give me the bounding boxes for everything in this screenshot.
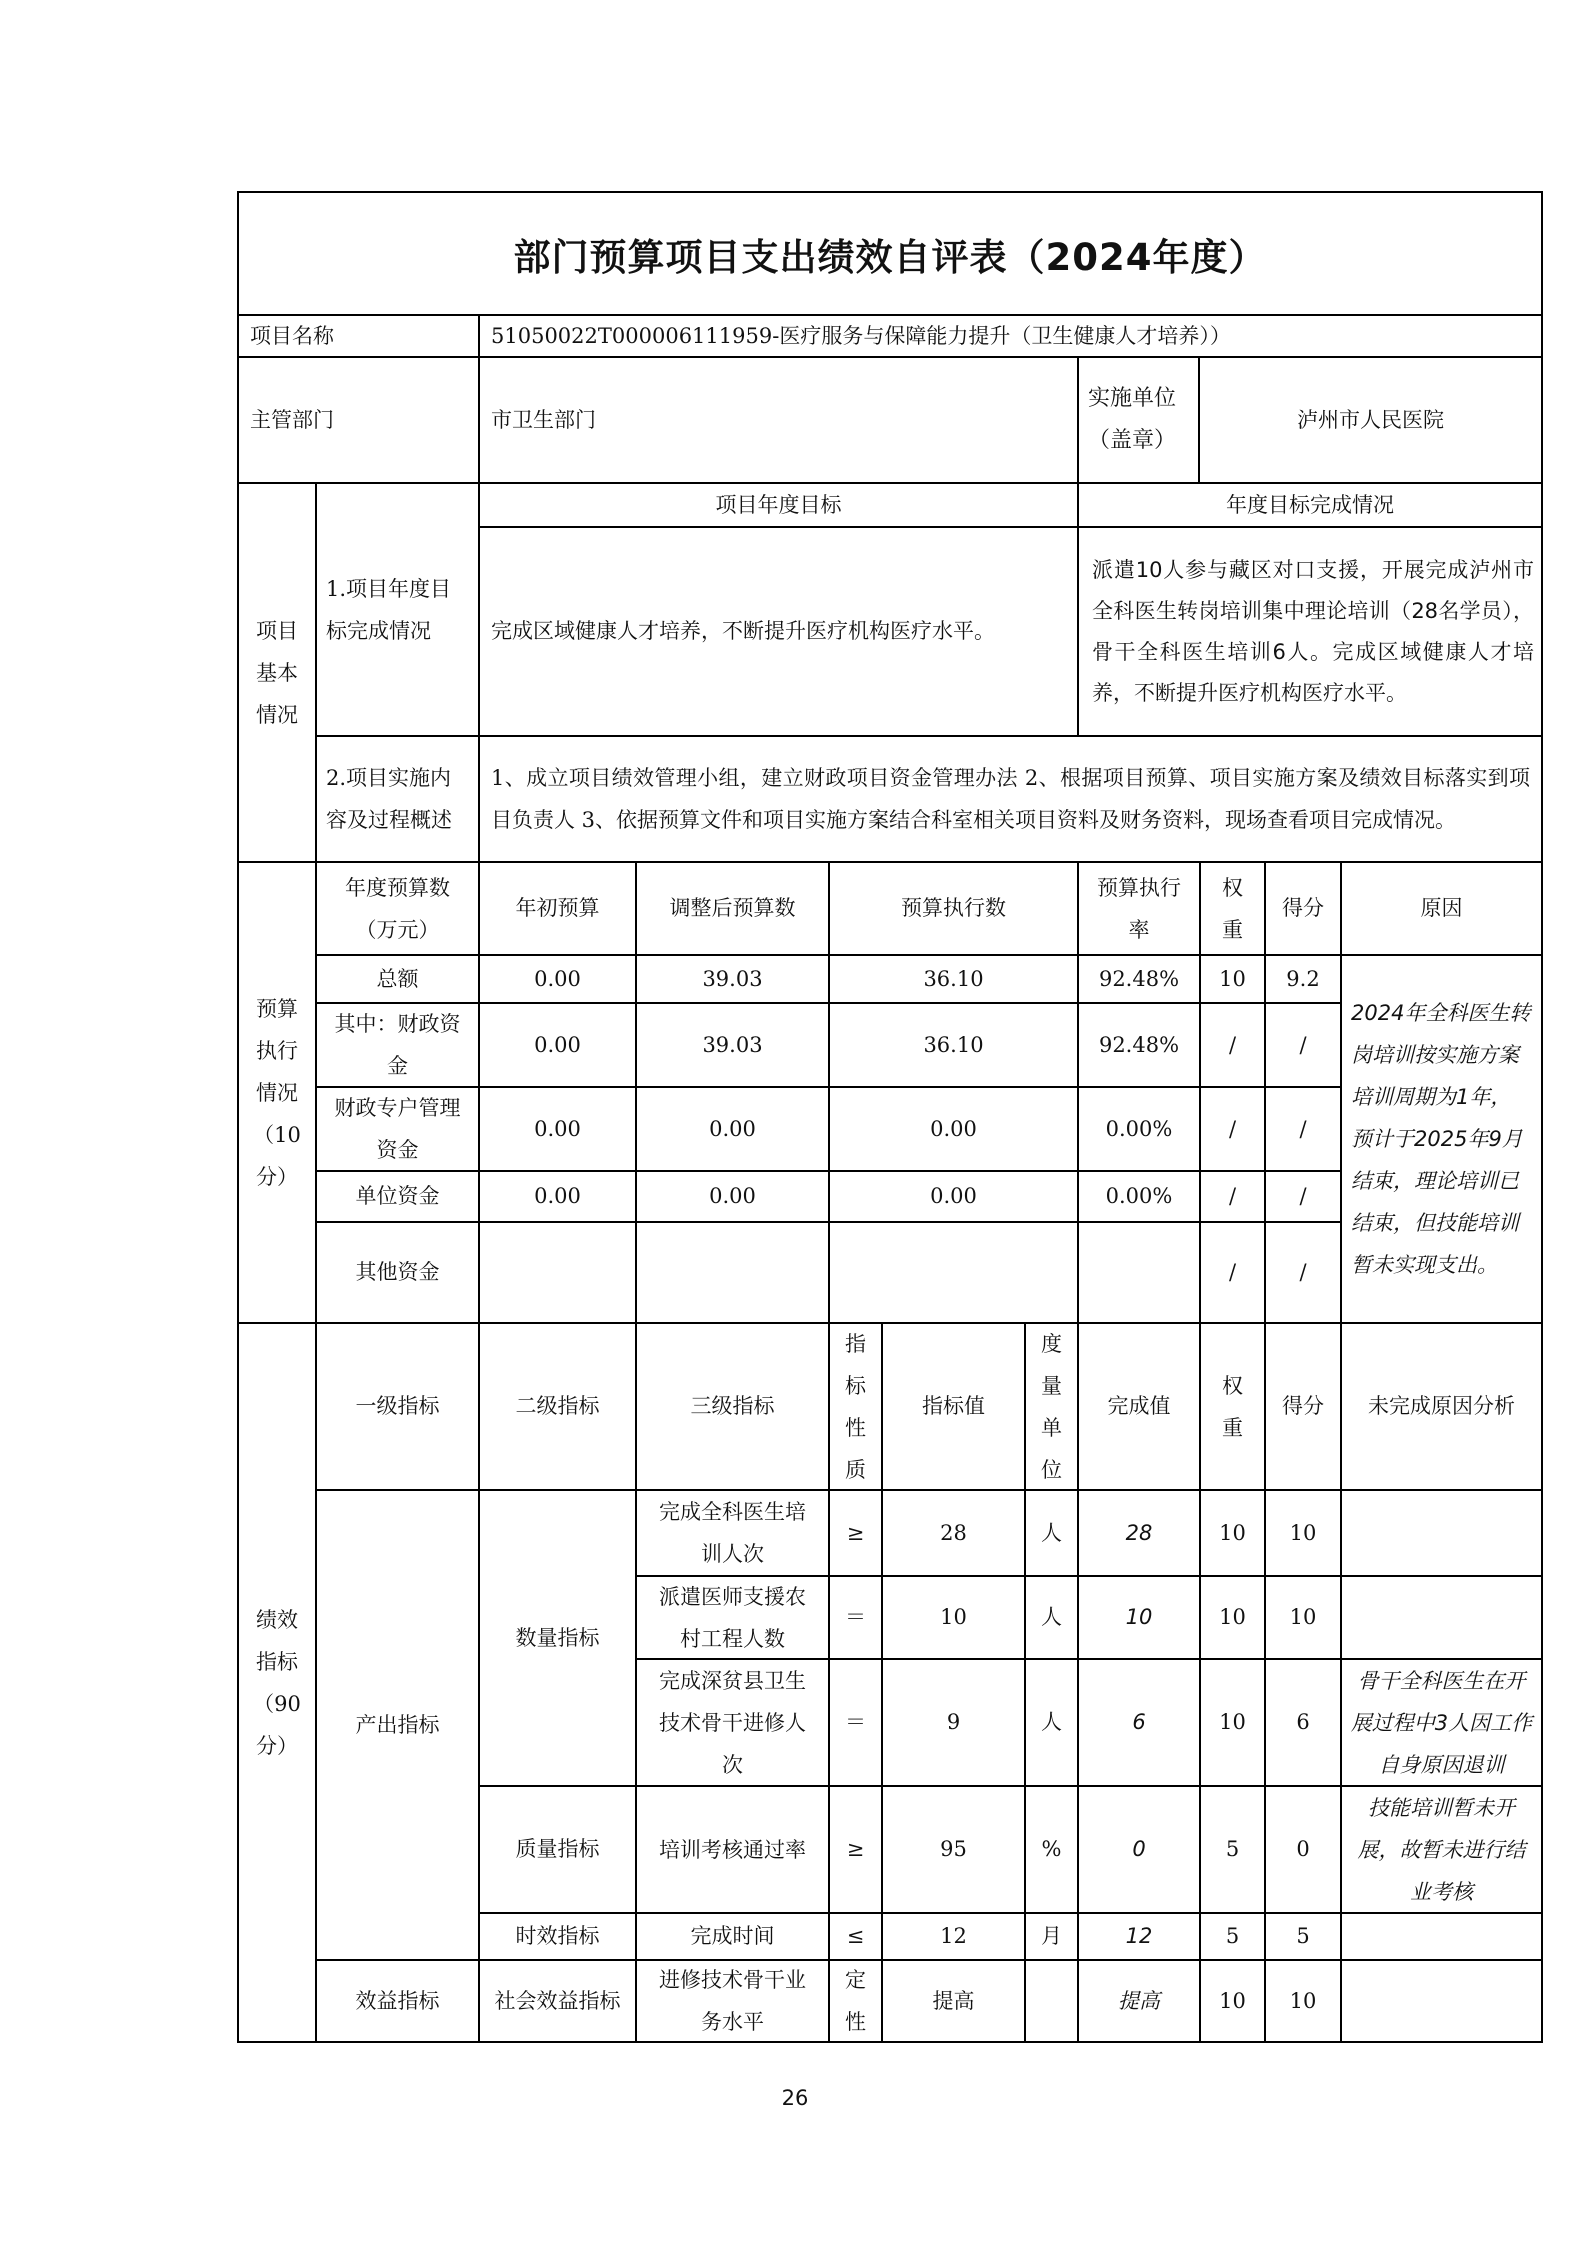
dept-label: 主管部门 [250, 407, 334, 432]
goal-header: 项目年度目标 [715, 492, 842, 517]
page-number: 26 [781, 2086, 809, 2110]
grid-line [238, 1322, 1542, 1324]
grid-line [315, 483, 317, 2042]
perf-header-nature: 指标性质 [845, 1331, 866, 1482]
budget-header-executed: 预算执行数 [901, 896, 1006, 920]
grid-line [635, 862, 637, 2042]
grid-line [828, 862, 830, 2042]
border-line [238, 2041, 1543, 2043]
border-line [238, 191, 1543, 193]
grid-line [316, 1221, 1341, 1223]
grid-line [316, 735, 1542, 737]
grid-line [238, 861, 1542, 863]
grid-line [479, 1785, 1542, 1787]
grid-line [316, 1002, 1341, 1004]
level2-quantity: 数量指标 [515, 1625, 600, 1650]
budget-initial: 0.00 [534, 1184, 581, 1208]
grid-line [636, 1575, 1542, 1577]
budget-header-rate: 预算执行率 [1097, 875, 1181, 942]
grid-line [479, 1912, 1542, 1914]
budget-initial [479, 1222, 636, 1323]
perf-nature: ＝ [845, 1605, 866, 1629]
level2-timeliness: 时效指标 [515, 1924, 600, 1948]
budget-header-initial: 年初预算 [515, 896, 600, 920]
basic-section-label: 项目基本情况 [256, 618, 298, 727]
grid-line [1199, 862, 1201, 2042]
dept-value: 市卫生部门 [491, 407, 596, 432]
budget-weight: / [1228, 1184, 1237, 1208]
perf-score: 5 [1296, 1924, 1310, 1948]
perf-reason [1341, 1576, 1542, 1659]
budget-executed: 0.00 [930, 1116, 977, 1141]
budget-executed: 36.10 [923, 966, 984, 991]
perf-header-level1: 一级指标 [355, 1394, 440, 1418]
goal-row-label: 1.项目年度目标完成情况 [326, 576, 452, 643]
grid-line [478, 315, 480, 483]
grid-line [881, 1323, 883, 2042]
perf-unit: 人 [1041, 1520, 1062, 1545]
perf-level3: 培训考核通过率 [659, 1837, 806, 1862]
unit-label: 实施单位（盖章） [1088, 386, 1177, 453]
grid-line [316, 1086, 1341, 1088]
budget-score: / [1299, 1116, 1307, 1141]
grid-line [238, 482, 1542, 484]
level2-social: 社会效益指标 [494, 1989, 621, 2013]
grid-line [238, 314, 1542, 316]
budget-score: / [1299, 1184, 1307, 1208]
budget-header-weight: 权重 [1222, 875, 1243, 942]
budget-header-amount: 年度预算数（万元） [345, 875, 450, 942]
perf-score: 6 [1296, 1710, 1310, 1734]
perf-unit: 人 [1041, 1605, 1062, 1629]
perf-header-actual: 完成值 [1107, 1394, 1171, 1418]
perf-level3: 派遣医师支援农村工程人数 [659, 1584, 806, 1651]
perf-header-weight: 权重 [1222, 1373, 1243, 1440]
perf-actual: 0 [1132, 1837, 1146, 1861]
perf-weight: 5 [1225, 1837, 1240, 1861]
budget-rate: 92.48% [1098, 966, 1180, 991]
grid-line [1198, 357, 1200, 483]
budget-score: / [1299, 1032, 1307, 1057]
perf-target: 提高 [932, 1988, 975, 2013]
grid-line [316, 1170, 1341, 1172]
budget-weight: / [1228, 1032, 1237, 1057]
perf-nature: ＝ [845, 1710, 866, 1734]
perf-actual: 提高 [1118, 1988, 1160, 2013]
budget-adjusted: 0.00 [709, 1116, 756, 1141]
perf-reason: 骨干全科医生在开展过程中3人因工作自身原因退训 [1350, 1668, 1533, 1777]
budget-rate: 92.48% [1098, 1032, 1180, 1057]
perf-nature: ≥ [846, 1520, 865, 1545]
perf-header-target: 指标值 [922, 1394, 985, 1418]
project-name-label: 项目名称 [250, 323, 334, 348]
budget-header-reason: 原因 [1420, 896, 1463, 920]
budget-score: 9.2 [1286, 966, 1320, 991]
perf-actual: 10 [1125, 1605, 1153, 1629]
perf-reason [1341, 1490, 1542, 1576]
budget-row-label: 单位资金 [355, 1184, 440, 1208]
budget-adjusted: 39.03 [702, 966, 763, 991]
perf-header-unit: 度量单位 [1041, 1331, 1062, 1482]
budget-rate [1078, 1222, 1200, 1323]
perf-score: 10 [1289, 1988, 1317, 2013]
perf-level3: 进修技术骨干业务水平 [659, 1968, 806, 2034]
budget-header-score: 得分 [1282, 896, 1324, 920]
budget-row-label: 总额 [376, 966, 419, 991]
perf-nature: 定性 [845, 1968, 866, 2034]
perf-score: 0 [1296, 1837, 1310, 1861]
grid-line [316, 1959, 1542, 1961]
grid-line [479, 526, 1542, 528]
budget-executed [829, 1222, 1078, 1323]
perf-weight: 10 [1219, 1988, 1246, 2013]
budget-row-label: 其他资金 [355, 1260, 440, 1284]
grid-line [316, 1489, 1542, 1491]
perf-weight: 10 [1219, 1710, 1246, 1734]
budget-weight: 10 [1219, 966, 1246, 991]
budget-executed: 36.10 [923, 1032, 984, 1057]
level2-quality: 质量指标 [515, 1837, 600, 1861]
perf-score: 10 [1289, 1605, 1317, 1629]
grid-line [1024, 1323, 1026, 2042]
perf-nature: ≥ [846, 1837, 865, 1861]
perf-header-level3: 三级指标 [690, 1394, 775, 1418]
perf-reason [1341, 1913, 1542, 1960]
perf-level3: 完成深贫县卫生技术骨干进修人次 [659, 1668, 806, 1777]
budget-adjusted: 0.00 [709, 1184, 756, 1208]
page-title: 部门预算项目支出绩效自评表（2024年度） [513, 235, 1267, 279]
perf-unit: 人 [1041, 1710, 1062, 1734]
unit-value: 泸州市人民医院 [1297, 407, 1444, 432]
level1-output: 产出指标 [355, 1712, 440, 1737]
grid-line [636, 1658, 1542, 1660]
perf-header-level2: 二级指标 [515, 1394, 600, 1418]
grid-line [1077, 357, 1079, 483]
grid-line [238, 356, 1542, 358]
perf-weight: 10 [1219, 1520, 1246, 1545]
performance-section-label: 绩效指标（90分） [253, 1607, 301, 1758]
budget-header-adjusted: 调整后预算数 [669, 896, 796, 920]
budget-initial: 0.00 [534, 1116, 581, 1141]
grid-line [316, 954, 1542, 956]
completion-text: 派遣10人参与藏区对口支援，开展完成泸州市全科医生转岗培训集中理论培训（28名学员），骨干全科医生培训6人。完成区域健康人才培养，不断提升医疗机构医疗水平。 [1092, 557, 1534, 705]
budget-rate: 0.00% [1105, 1184, 1173, 1208]
completion-header: 年度目标完成情况 [1226, 492, 1394, 517]
budget-initial: 0.00 [534, 1032, 581, 1057]
perf-level3: 完成全科医生培训人次 [659, 1500, 806, 1566]
budget-weight: / [1228, 1260, 1237, 1284]
perf-unit [1025, 1960, 1078, 2042]
budget-score: / [1299, 1260, 1307, 1284]
budget-reason: 2024年全科医生转岗培训按实施方案培训周期为1年，预计于2025年9月结束，理论培训已结束，但技能培训暂未实现支出。 [1351, 1001, 1531, 1277]
perf-reason [1341, 1960, 1542, 2042]
perf-unit: % [1041, 1837, 1062, 1861]
perf-actual: 28 [1125, 1520, 1153, 1545]
perf-score: 10 [1289, 1520, 1317, 1545]
perf-target: 28 [940, 1520, 967, 1545]
perf-target: 12 [940, 1924, 967, 1948]
grid-line [478, 483, 480, 2042]
perf-target: 9 [946, 1710, 961, 1734]
perf-header-reason: 未完成原因分析 [1368, 1394, 1515, 1418]
budget-weight: / [1228, 1116, 1237, 1141]
perf-actual: 6 [1132, 1710, 1146, 1734]
budget-row-label: 财政专户管理资金 [334, 1096, 461, 1162]
perf-header-score: 得分 [1282, 1394, 1324, 1418]
perf-reason: 技能培训暂未开展，故暂未进行结业考核 [1357, 1795, 1526, 1904]
budget-section-label: 预算执行情况（10分） [253, 996, 301, 1189]
border-line [237, 191, 239, 2043]
perf-weight: 5 [1225, 1924, 1240, 1948]
perf-level3: 完成时间 [690, 1924, 775, 1948]
perf-unit: 月 [1041, 1924, 1062, 1948]
goal-text: 完成区域健康人才培养，不断提升医疗机构医疗水平。 [491, 619, 995, 643]
grid-line [1077, 862, 1079, 2042]
project-name-value: 51050022T000006111959-医疗服务与保障能力提升（卫生健康人才培养）） [491, 323, 1231, 348]
grid-line [1340, 862, 1342, 2042]
budget-initial: 0.00 [534, 966, 581, 991]
perf-target: 10 [940, 1605, 967, 1629]
grid-line [1264, 862, 1266, 2042]
perf-nature: ≤ [846, 1924, 865, 1948]
grid-line [1077, 483, 1079, 736]
budget-adjusted: 39.03 [702, 1032, 763, 1057]
perf-actual: 12 [1125, 1924, 1153, 1948]
budget-rate: 0.00% [1105, 1116, 1173, 1141]
border-line [1541, 191, 1543, 2043]
budget-executed: 0.00 [930, 1184, 977, 1208]
budget-adjusted [636, 1222, 829, 1323]
budget-row-label: 其中：财政资金 [334, 1012, 461, 1078]
level1-benefit: 效益指标 [355, 1988, 440, 2013]
perf-target: 95 [940, 1837, 967, 1861]
process-text: 1、成立项目绩效管理小组，建立财政项目资金管理办法 2、根据项目预算、项目实施方案及绩效目标落实到项目负责人 3、依据预算文件和项目实施方案结合科室相关项目资料及财务资料，现场查看项目完成情况。 [491, 766, 1530, 832]
process-label: 2.项目实施内容及过程概述 [326, 766, 452, 832]
perf-weight: 10 [1219, 1605, 1246, 1629]
